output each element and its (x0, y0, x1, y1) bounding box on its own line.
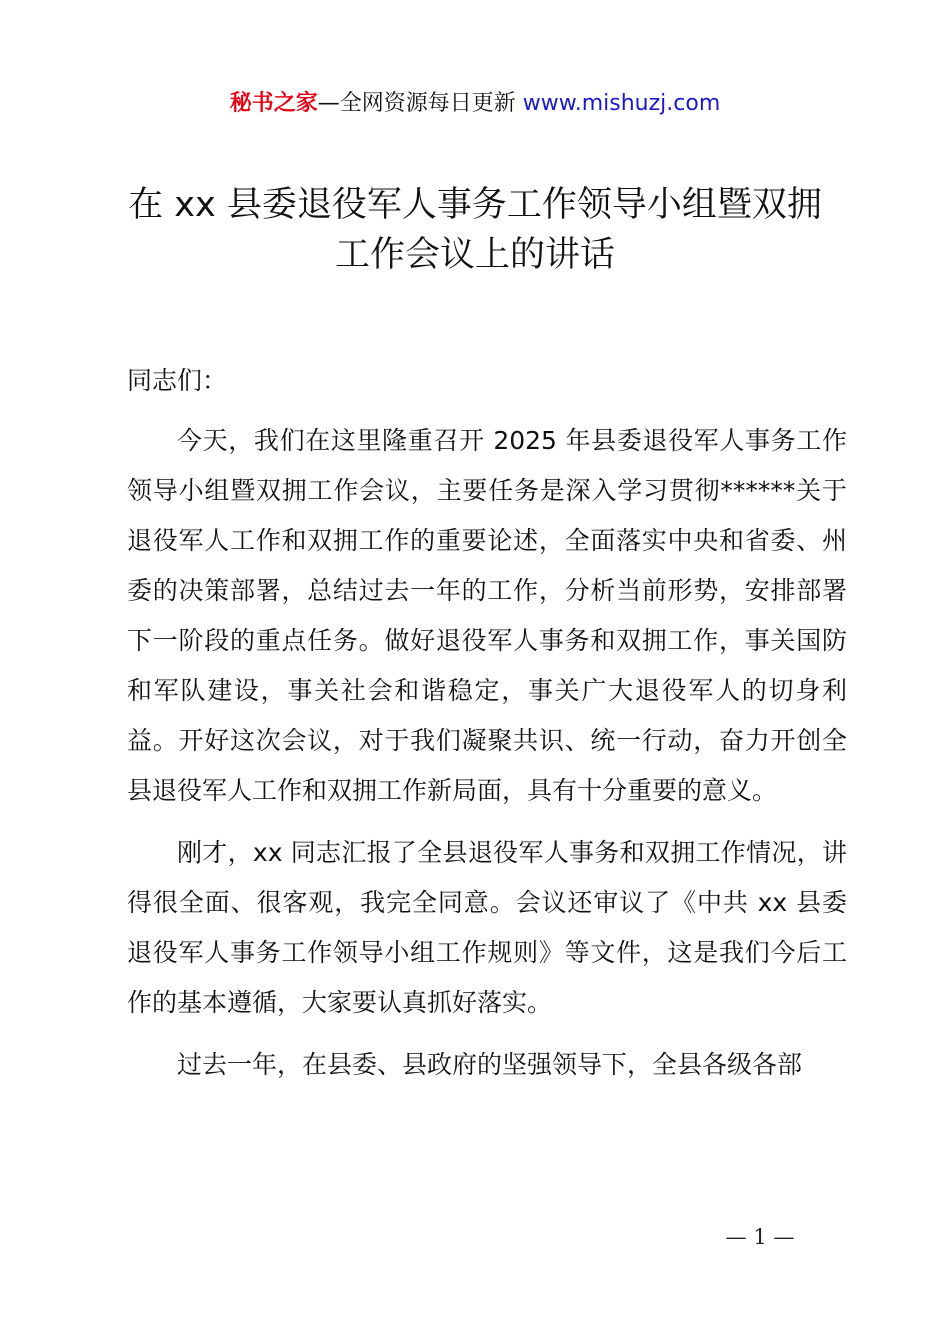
salutation: 同志们： (127, 366, 228, 395)
site-header (0, 86, 950, 122)
brand-name: 秘书之家 (229, 91, 318, 116)
page-number: — 1 — (725, 1225, 795, 1249)
paragraph-3: 过去一年，在县委、县政府的坚强领导下，全县各级各部 (177, 1050, 803, 1079)
document-body (127, 356, 847, 1102)
paragraph-2: 刚才，xx 同志汇报了全县退役军人事务和双拥工作情况，讲得很全面、很客观，我完全同意。会议还审议了《中共 xx 县委退役军人事务工作领导小组工作规则》等文件，这是我们今后工作的基本遵循，大家要认真抓好落实。 (127, 838, 847, 1017)
title-line-1: 在 xx 县委退役军人事务工作领导小组暨双拥 (128, 185, 822, 225)
title-line-2: 工作会议上的讲话 (334, 235, 615, 275)
paragraph-1: 今天，我们在这里隆重召开 2025 年县委退役军人事务工作领导小组暨双拥工作会议，主要任务是深入学习贯彻******关于退役军人工作和双拥工作的重要论述，全面落实中央和省委、州委的决策部署，总结过去一年的工作，分析当前形势，安排部署下一阶段的重点任务。做好退役军人事务和双拥工作，事关国防和军队建设，事关社会和谐稳定，事关广大退役军人的切身利益。开好这次会议，对于我们凝聚共识、统一行动，奋力开创全县退役军人工作和双拥工作新局面，具有十分重要的意义。 (127, 426, 847, 805)
site-link[interactable]: www.mishuzj.com (522, 91, 721, 116)
document-title (100, 180, 850, 280)
header-tagline: —全网资源每日更新 (317, 91, 523, 116)
